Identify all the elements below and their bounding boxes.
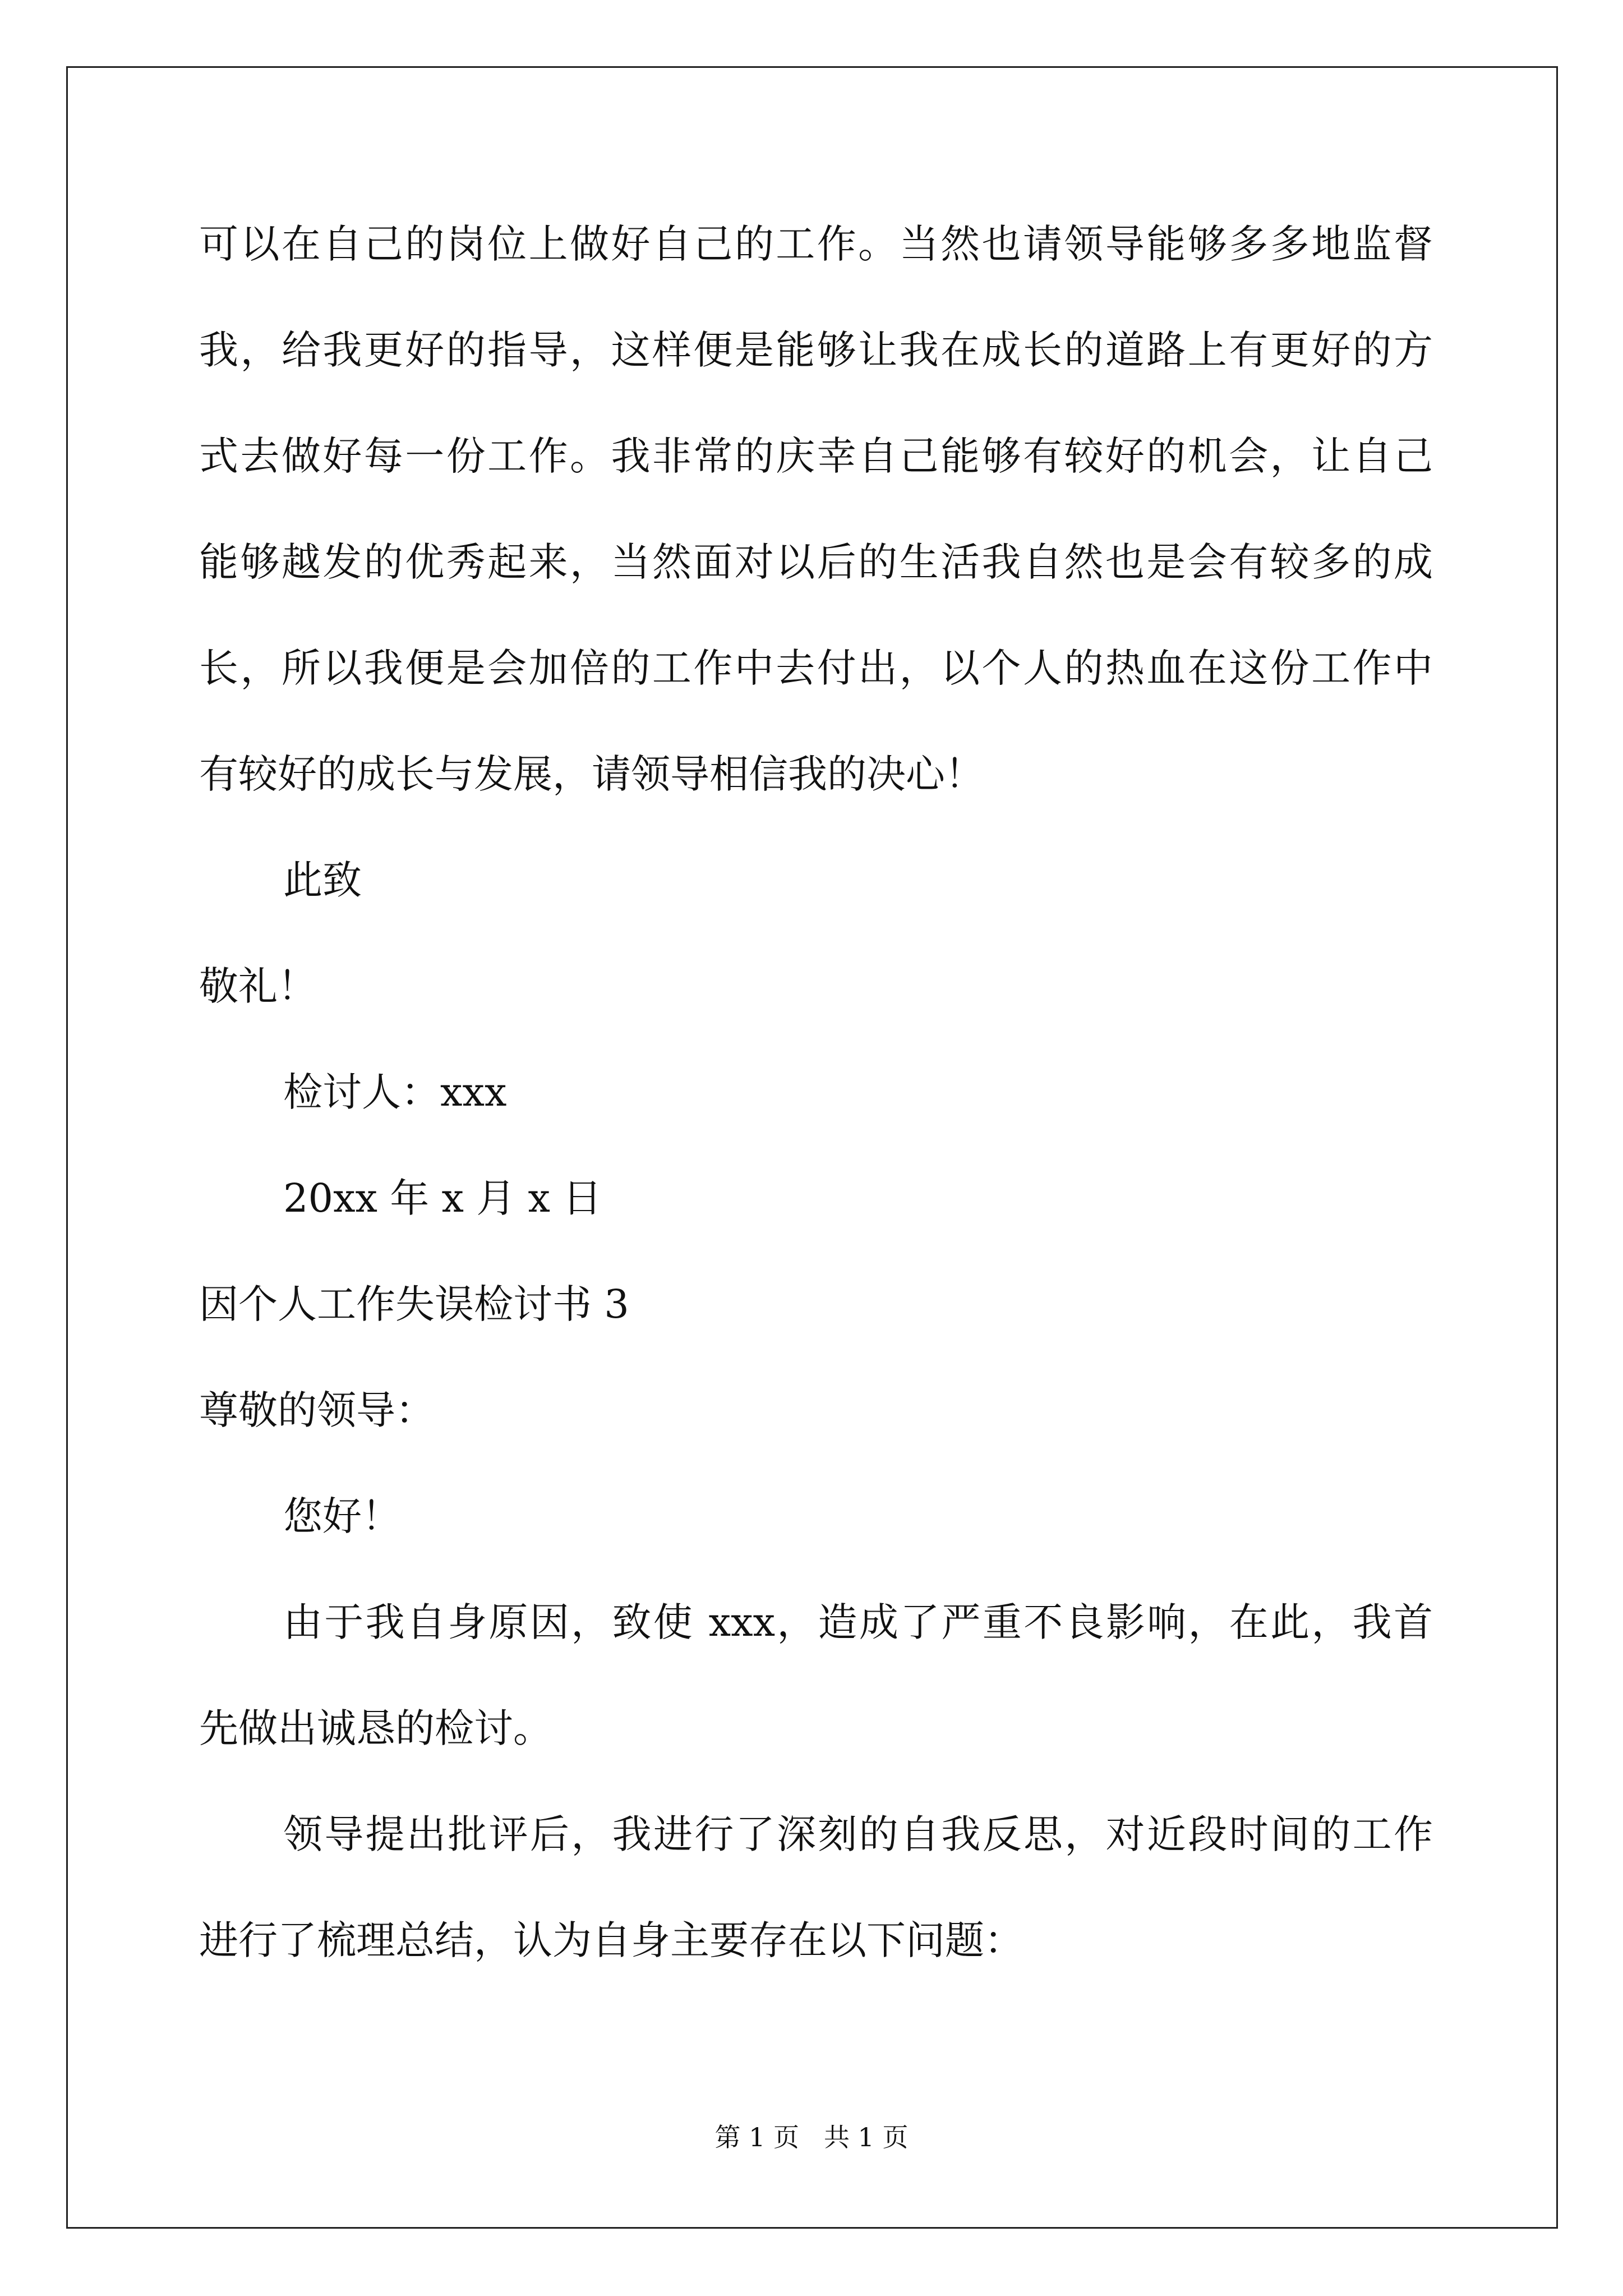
- text-line: 由于我自身原因，致使 xxx，造成了严重不良影响，在此，我首: [283, 1599, 1433, 1645]
- text-line: 可以在自己的岗位上做好自己的工作。当然也请领导能够多多地监督: [199, 221, 1433, 267]
- text-line: 有较好的成长与发展，请领导相信我的决心！: [199, 751, 984, 797]
- page-total: 共 1 页: [823, 2122, 909, 2152]
- page-border: [66, 66, 1558, 2229]
- date-line: 20xx 年 x 月 x 日: [283, 1175, 602, 1221]
- text-line: 先做出诚恳的检讨。: [199, 1705, 552, 1751]
- greeting: 尊敬的领导：: [199, 1387, 435, 1433]
- page-footer: [0, 2120, 1623, 2154]
- section-title: 因个人工作失误检讨书 3: [199, 1281, 629, 1327]
- signature-line: 检讨人：xxx: [283, 1069, 507, 1115]
- text-line: 式去做好每一份工作。我非常的庆幸自己能够有较好的机会，让自己: [199, 433, 1433, 479]
- text-line: 长，所以我便是会加倍的工作中去付出，以个人的热血在这份工作中: [199, 645, 1433, 691]
- text-line: 领导提出批评后，我进行了深刻的自我反思，对近段时间的工作: [283, 1811, 1433, 1857]
- greeting-hello: 您好！: [283, 1493, 401, 1539]
- text-line: 进行了梳理总结，认为自身主要存在以下问题：: [199, 1917, 1023, 1963]
- text-line: 我，给我更好的指导，这样便是能够让我在成长的道路上有更好的方: [199, 327, 1433, 373]
- page-number: 第 1 页: [714, 2122, 800, 2152]
- salutation-regards: 敬礼！: [199, 963, 317, 1009]
- text-line: 能够越发的优秀起来，当然面对以后的生活我自然也是会有较多的成: [199, 539, 1433, 585]
- salutation-closing: 此致: [283, 857, 362, 903]
